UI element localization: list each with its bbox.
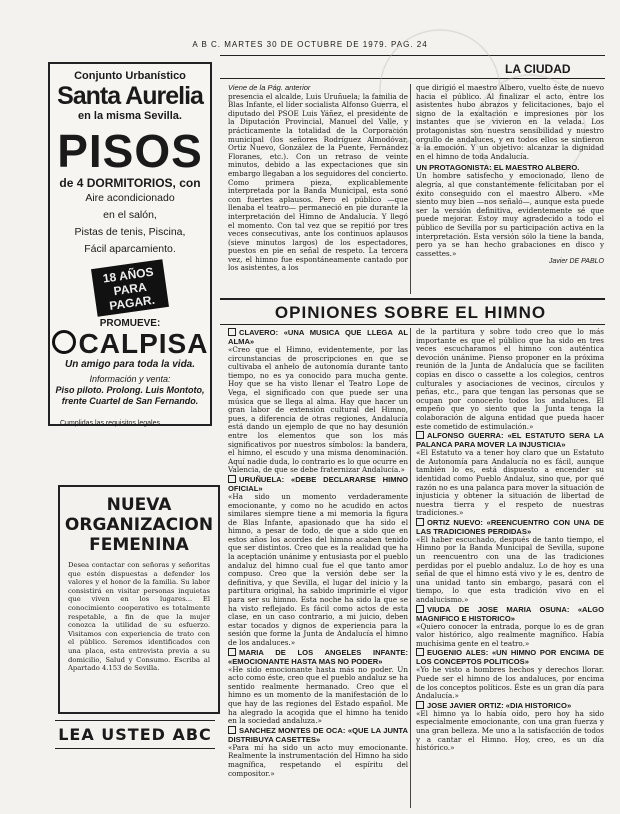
opinion-item <box>228 648 408 726</box>
ad-pisos: PISOS <box>57 125 203 177</box>
checkbox-square-icon <box>416 648 424 656</box>
opinion-item <box>416 518 604 605</box>
story-text: Un hombre satisfecho y emocionado, lleno de alegría, al que constantemente felicitaban por el éxito conseguido con el maestro Albero. «Me siento muy bien —nos señaló—, aunque esta puede ser la versión definitiva, evidentemente sé que puede mejorar. Estoy muy agradecido a todo el público de Sevilla por su participación activa en la interpretación. Esta versión sólo la tiene la banda, pero ya se han hecho grabaciones en disco y cassettes.» <box>416 171 604 258</box>
story-subhead: UN PROTAGONISTA: EL MAESTRO ALBERO. <box>416 163 580 173</box>
ad-brand <box>50 329 210 359</box>
story-text: que dirigió el maestro Albero, vuelto éste de nuevo hacia el público. Al finalizar el acto, entre los asistentes hubo abrazos y felicitaciones, bajo el signo de la exaltación e impresiones por los instantes que se vivieron en la velada. Los protagonistas son nuestra sensibilidad y nuestro orgullo de andaluces, y en todos ellos se sintieron a la emoción. Y un objetivo: alcanzar la dignidad en el himno de toda Andalucía. <box>416 83 604 161</box>
nueva-organizacion-ad <box>58 485 220 714</box>
opinion-head: EUGENIO ALES: «UN HIMNO POR ENCIMA DE LOS CONCEPTOS POLITICOS» <box>416 648 604 667</box>
ad-info <box>50 374 210 407</box>
opinion-item <box>228 475 408 648</box>
opinion-head: ORTIZ NUEVO: «REENCUENTRO CON UNA DE LAS TRADICIONES PERDIDAS» <box>416 517 604 536</box>
ad-feature: en el salón, <box>103 209 157 221</box>
ad-subtitle: Conjunto Urbanístico <box>74 70 186 82</box>
opinion-head: CLAVERO: «UNA MUSICA QUE LLEGA AL ALMA» <box>228 328 408 346</box>
opinion-text: «El haber escuchado, después de tanto tiempo, el Himno por la Banda Municipal de Sevilla, supone un reencuentro con una de las tradiciones perdidas por el pueblo andaluz. Lo de hoy es una señal de que el himno está vivo y le es, dentro de una unidad tanto sin embargo, pasará con el tiempo, lo que esta tradición vivo en el andalucismo.» <box>416 534 604 605</box>
opinion-text: «Yo he visto a hombres hechos y derechos llorar. Puede ser el himno de los andaluces, por encima de los conceptos políticos. Éste es un gran día para Andalucía.» <box>416 665 604 701</box>
opinions-left-column <box>228 328 408 808</box>
opinion-text: de la partitura y sobre todo creo que lo más importante es que el público que ha sido en tres veces escucharamos el himno con auténtica devoción unánime. Pienso proponer en la próxima reunión de la Junta de Andalucía que se faciliten copias en disco o cassette a los colegios, centros culturales y asociaciones de vecinos, círculos y peñas, etc., para que tengan las personas que se ocupan por conocerlo todos los andaluces. El empeño que yo siento que la Junta tenga la colaboración de alguna entidad que pueda hacer este cometido de estimulación.» <box>416 328 604 431</box>
column-divider <box>410 84 411 294</box>
opinion-text: «Quiero conocer la entrada, porque lo es de gran valor histórico, algo realmente magnífico. Había muchísima gente en el teatro.» <box>416 621 604 648</box>
ad-dormitorios: de 4 DORMITORIOS, con <box>59 176 201 190</box>
checkbox-square-icon <box>228 726 236 734</box>
opinion-text: «Ha sido un momento verdaderamente emocionante, y como no he acudido en actos similares siempre tiene a mi memoria la figura de Blas Infante, apasionado que ha sido el himno, a pesar de todo, de que a sido que en estos años los acordes del himno acaben tenido que ser distintos. Creo que es la realidad que ha la aceptación unánime y entusiasta por el pueblo andaluz del himno cual fue el que tanto amor compuso. Creo que la versión debe ser la definitiva, y que Sevilla, el lugar del inicio y la partitura original, ha sabido imprimirle el vigor para ser su himno. Esta noche ha sido la que se ha visto reflejado. Es fácil como actos de esta clase, en un caso contrario, a mi juicio, deben estar tocados y dignos de experiencia para la sesión que forme la Junta de Andalucía el himno de los andaluces.» <box>228 491 408 647</box>
ad-brand-name: CALPISA <box>78 328 209 359</box>
story-column-2 <box>416 84 604 267</box>
ad-feature: Fácil aparcamiento. <box>84 243 176 255</box>
opinions-rule-bottom <box>220 324 605 325</box>
opinions-title: OPINIONES SOBRE EL HIMNO <box>274 303 547 322</box>
story-column-1 <box>228 84 408 273</box>
checkbox-square-icon <box>416 605 424 613</box>
opinion-head: URUÑUELA: «DEBE DECLARARSE HIMNO OFICIAL» <box>228 474 408 493</box>
opinion-head: SANCHEZ MONTES DE OCA: «QUE LA JUNTA DISTRIBUYA CASETTES» <box>228 725 408 744</box>
opinions-right-column <box>416 328 604 808</box>
checkbox-square-icon <box>228 475 236 483</box>
column-divider <box>410 328 411 808</box>
section-title: LA CIUDAD <box>505 62 571 76</box>
ad-info-line: Piso piloto. Prolong. Luis Montoto, <box>55 385 205 395</box>
opinion-text: «Para mí ha sido un acto muy emocionante. Realmente la instrumentación del Himno ha sido magnífica, respetando el espíritu del compositor.» <box>228 742 408 778</box>
ad-info-line: Información y venta: <box>89 374 171 384</box>
opinion-item <box>416 648 604 700</box>
opinion-item <box>416 605 604 649</box>
page-header: A B C. MARTES 30 DE OCTUBRE DE 1979. PAG. 24 <box>192 40 428 49</box>
calpisa-logo-icon <box>52 330 76 354</box>
ad-feature: Pistas de tenis, Piscina, <box>74 226 186 238</box>
opinion-text: «El himno ya lo había oído, pero hoy ha sido especialmente emocionante, con una gran fuerza y una gran belleza. Me uno a la satisfacción de todos y a cantar el Himno. Hoy, creo, es un día histórico.» <box>416 708 604 753</box>
ad-slogan: Un amigo para toda la vida. <box>64 359 196 370</box>
opinion-text: «He sido emocionante hasta más no poder. Un acto como éste, creo que el pueblo andaluz se ha sentido realmente hermanado. Creo que el himno es un momento de la manifestación de lo que hay de las regiones del Estado español. Me ha alegrado la acogida que el himno ha tenido en la sociedad andaluza.» <box>228 664 408 726</box>
lea-usted-abc-ad: LEA USTED ABC <box>55 720 215 749</box>
opinion-item <box>228 328 408 475</box>
opinion-text: «El Estatuto va a tener hoy claro que un Estatuto de Autonomía para Andalucía no es fácil, aunque también lo es, está dispuesto a encender su identidad como Pueblo Andaluz, sino que, por qué razón no es una palanca para mover la situación de injusticia y obtener la situación de libertad de nuestra tierra y el respeto de nuestras tradiciones.» <box>416 448 604 518</box>
story-signature: Javier DE PABLO <box>548 258 604 266</box>
ad-features <box>50 190 210 258</box>
checkbox-square-icon <box>228 328 236 336</box>
opinion-item <box>416 431 604 518</box>
ad-name: Santa Aurelia <box>57 82 203 110</box>
story-text: presencia el alcalde, Luis Uruñuela; la familia de Blas Infante, el líder socialista Alfonso Guerra, el diputado del PSOE Luis Yáñez, el presidente de la Diputación Provincial, Manuel del Valle, y prácticamente la totalidad de la Corporación municipal (los señores Rodríguez Almodóvar, Ortiz Nuevo, González de la Puente, Fernández Floranes, etc.). Con un retraso de veinte minutos, debido a las expectaciones que sin embargo llegaban a los seguidores del concierto. Como primera pieza, explicablemente interpretada por la Banda Municipal, esta sonó con fuertes aplausos. Pero el público —que llenaba el teatro— permaneció en pie durante la interpretación del Himno de Andalucía. Y llegó el momento. Con tal vez que se repitió por tres veces consecutivas, ante los continuos aplausos (sieve minutos largos) de los espectadores, puestos en pie en señal de respeto. La tercera vez, el himno fue espontáneamente cantado por los asistentes, a los <box>228 91 408 273</box>
checkbox-square-icon <box>416 701 424 709</box>
opinion-text: «Creo que el Himno, evidentemente, por las circunstancias de proscripciones en que se cultivaba el anhelo de autonomía durante tanto tiempo, no es ya conocido para mucha gente. Hoy que se ha visto llenar el Teatro Lope de Vega, el significado con que puede ser una música que se llega al alma. Hay que hacer un gran labor de extensión cultural del Himno, pues, a diferencia de otras regiones, Andalucía está dando un ejemplo de que no hay desunión entre los elementos que son los más significativos por nuestros símbolos: la bandera, el himno, el escudo y una misma denominación. Aquí nadie duda, lo contrario es lo que ocurre en Valencia, de que se debe fraternizar Andalucía.» <box>228 345 408 475</box>
opinion-head: ALFONSO GUERRA: «EL ESTATUTO SERA LA PALANCA PARA MOVER LA INJUSTICIA» <box>416 431 604 450</box>
ad2-title: NUEVA ORGANIZACION FEMENINA <box>64 495 214 555</box>
opinion-item <box>416 701 604 753</box>
opinion-head: JOSE JAVIER ORTIZ: «DIA HISTORICO» <box>416 701 604 710</box>
opinion-head: MARIA DE LOS ANGELES INFANTE: «EMOCIONANTE HASTA MAS NO PODER» <box>228 647 408 666</box>
checkbox-square-icon <box>416 431 424 439</box>
checkbox-square-icon <box>228 648 236 656</box>
ad-promoter-label: PROMUEVE: <box>99 318 161 329</box>
ad-city: en la misma Sevilla. <box>78 110 182 122</box>
ad-info-line: frente Cuartel de San Fernando. <box>61 396 199 406</box>
opinion-item <box>228 726 408 778</box>
story-kicker: Viene de la Pág. anterior <box>228 83 311 92</box>
opinions-rule <box>220 298 605 300</box>
opinion-head: VIUDA DE JOSE MARIA OSUNA: «ALGO MAGNIFICO E HISTORICO» <box>416 604 604 623</box>
checkbox-square-icon <box>416 518 424 526</box>
ad-footnote: Cumplidas las requisitos legales. <box>60 420 162 427</box>
santa-aurelia-ad <box>48 62 212 426</box>
ad2-body: Desea contactar con señoras y señoritas que estén dispuestas a defender los valores y el honor de la familia. Su labor consistirá en visitar personas inquietas que viven en los lugares... El conocimiento cooperativo es totalmente respetable, a fin de que la mujer conozca la utilidad de su esfuerzo. Visitamos con experiencia de trato con el público. Seremos identificados con una placa, esta entrevista previa a su domicilio, Salud y Consumo. Escriba al Apartado 4.153 de Sevilla. <box>68 561 210 673</box>
ad-feature: Aire acondicionado <box>85 192 175 204</box>
ad-payment-banner: 18 AÑOS PARA PAGAR. <box>91 259 169 317</box>
